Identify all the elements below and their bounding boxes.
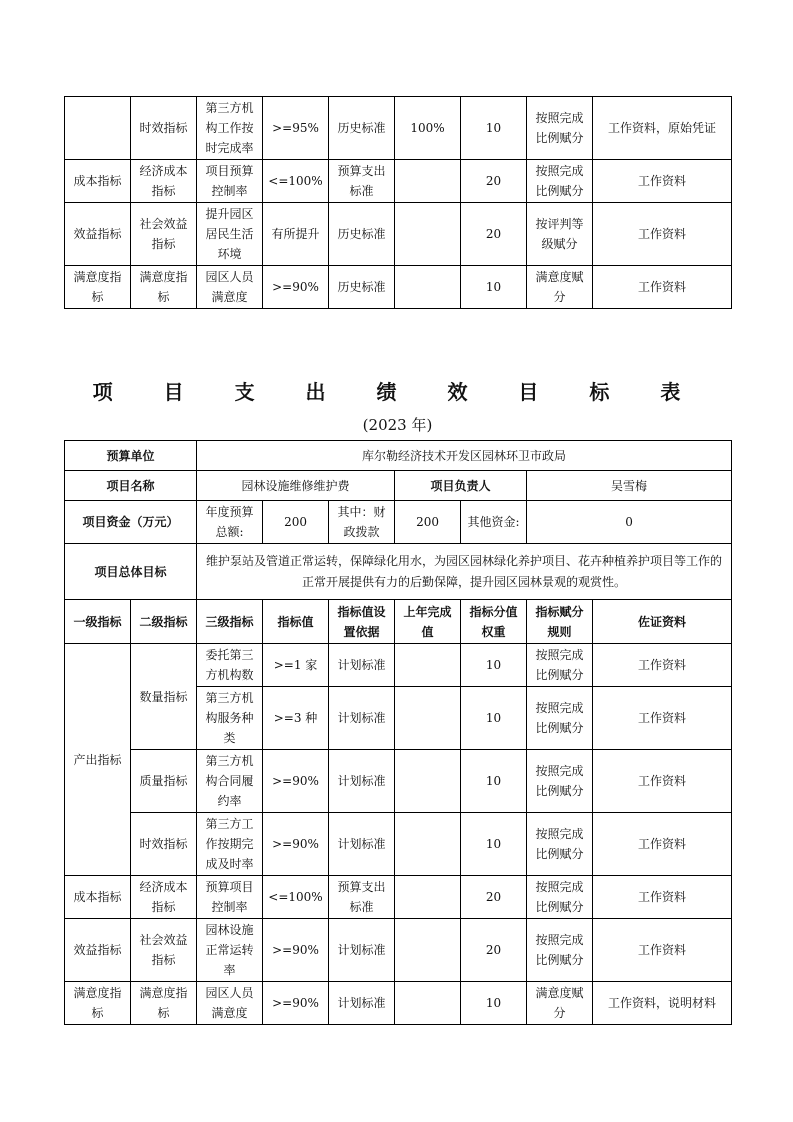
table-header-row: [65, 600, 732, 644]
table-row: [65, 544, 732, 600]
table-cell: >=90%: [263, 750, 329, 813]
project-leader-value: 吴雪梅: [527, 471, 732, 501]
table-cell: 计划标准: [329, 813, 395, 876]
table-cell: 有所提升: [263, 203, 329, 266]
table-cell: 满意度指标: [65, 266, 131, 309]
table-row: [65, 750, 732, 813]
table-cell: 第三方工作按期完成及时率: [197, 813, 263, 876]
table-cell: [395, 813, 461, 876]
table-cell: 按照完成比例赋分: [527, 97, 593, 160]
table-cell: 历史标准: [329, 97, 395, 160]
table-cell: 成本指标: [65, 876, 131, 919]
indicator-table-continued: [64, 96, 732, 309]
table-cell: 10: [461, 750, 527, 813]
overall-goal-label: 项目总体目标: [65, 544, 197, 600]
column-header: 佐证资料: [593, 600, 732, 644]
table-cell: 100%: [395, 97, 461, 160]
column-header: 指标值设置依据: [329, 600, 395, 644]
table-cell: [395, 160, 461, 203]
column-header: 指标值: [263, 600, 329, 644]
level2-quantity-indicator: 数量指标: [131, 644, 197, 750]
table-cell: 效益指标: [65, 919, 131, 982]
table-row: [65, 203, 732, 266]
table-cell: 工作资料: [593, 813, 732, 876]
budget-unit-value: 库尔勒经济技术开发区园林环卫市政局: [197, 441, 732, 471]
column-header: 三级指标: [197, 600, 263, 644]
table-cell: 按照完成比例赋分: [527, 160, 593, 203]
table-cell: 按评判等级赋分: [527, 203, 593, 266]
table-cell: [395, 644, 461, 687]
table-cell: >=90%: [263, 813, 329, 876]
table-row: [65, 441, 732, 471]
table-cell: <=100%: [263, 160, 329, 203]
table-cell: 10: [461, 982, 527, 1025]
table-cell: 按照完成比例赋分: [527, 813, 593, 876]
table-cell: 效益指标: [65, 203, 131, 266]
table-cell: 20: [461, 876, 527, 919]
table-cell: 10: [461, 813, 527, 876]
table-cell: [395, 982, 461, 1025]
table-cell: 20: [461, 203, 527, 266]
fiscal-allocation-label: 其中：财政拨款: [329, 501, 395, 544]
table-row: [65, 813, 732, 876]
table-cell: [395, 266, 461, 309]
table-cell: 预算支出标准: [329, 160, 395, 203]
table-cell: [395, 919, 461, 982]
other-funds-value: 0: [527, 501, 732, 544]
other-funds-label: 其他资金:: [461, 501, 527, 544]
table-cell: <=100%: [263, 876, 329, 919]
column-header: 二级指标: [131, 600, 197, 644]
table-cell: 工作资料: [593, 203, 732, 266]
table-cell: 计划标准: [329, 919, 395, 982]
table-cell: 历史标准: [329, 266, 395, 309]
table-cell: [65, 97, 131, 160]
table-cell: >=90%: [263, 982, 329, 1025]
table-cell: >=95%: [263, 97, 329, 160]
table-cell: 10: [461, 687, 527, 750]
page-title: 项 目 支 出 绩 效 目 标 表: [92, 380, 703, 404]
table-cell: 工作资料，说明材料: [593, 982, 732, 1025]
performance-target-table: [64, 440, 732, 1025]
level2-timeliness-indicator: 时效指标: [131, 813, 197, 876]
level1-output-indicator: 产出指标: [65, 644, 131, 876]
table-cell: 提升园区居民生活环境: [197, 203, 263, 266]
annual-budget-label: 年度预算总额:: [197, 501, 263, 544]
table-cell: 经济成本指标: [131, 160, 197, 203]
table-row: [65, 266, 732, 309]
annual-budget-value: 200: [263, 501, 329, 544]
table-cell: 工作资料: [593, 919, 732, 982]
fiscal-allocation-value: 200: [395, 501, 461, 544]
table-cell: 项目预算控制率: [197, 160, 263, 203]
table-cell: 历史标准: [329, 203, 395, 266]
table-row: [65, 876, 732, 919]
table-cell: 10: [461, 644, 527, 687]
table-cell: 满意度指标: [131, 266, 197, 309]
table-cell: 第三方机构服务种类: [197, 687, 263, 750]
page-subtitle: (2023 年): [362, 416, 433, 434]
table-cell: 20: [461, 160, 527, 203]
table-cell: 园区人员满意度: [197, 982, 263, 1025]
table-cell: >=3 种: [263, 687, 329, 750]
table-cell: 10: [461, 97, 527, 160]
table-cell: 按照完成比例赋分: [527, 750, 593, 813]
table-cell: 第三方机构工作按时完成率: [197, 97, 263, 160]
table-cell: 工作资料: [593, 266, 732, 309]
table-cell: 满意度赋分: [527, 266, 593, 309]
table-cell: 10: [461, 266, 527, 309]
table-cell: 工作资料: [593, 750, 732, 813]
column-header: 一级指标: [65, 600, 131, 644]
column-header: 上年完成值: [395, 600, 461, 644]
column-header: 指标分值权重: [461, 600, 527, 644]
table-cell: 满意度赋分: [527, 982, 593, 1025]
table-cell: 工作资料: [593, 876, 732, 919]
budget-unit-label: 预算单位: [65, 441, 197, 471]
table-cell: 第三方机构合同履约率: [197, 750, 263, 813]
table-cell: >=1 家: [263, 644, 329, 687]
table-cell: 园林设施正常运转率: [197, 919, 263, 982]
table-row: [65, 97, 732, 160]
overall-goal-text: 维护泵站及管道正常运转，保障绿化用水，为园区园林绿化养护项目、花卉种植养护项目等工作的正常开展提供有力的后勤保障，提升园区园林景观的观赏性。: [197, 544, 732, 600]
table-cell: 按照完成比例赋分: [527, 919, 593, 982]
level2-quality-indicator: 质量指标: [131, 750, 197, 813]
project-name-value: 园林设施维修维护费: [197, 471, 395, 501]
table-cell: 计划标准: [329, 687, 395, 750]
table-cell: 工作资料，原始凭证: [593, 97, 732, 160]
table-row: [65, 501, 732, 544]
project-leader-label: 项目负责人: [395, 471, 527, 501]
table-cell: 委托第三方机构数: [197, 644, 263, 687]
table-cell: 社会效益指标: [131, 203, 197, 266]
table-cell: 经济成本指标: [131, 876, 197, 919]
project-funds-label: 项目资金（万元）: [65, 501, 197, 544]
table-cell: [395, 876, 461, 919]
table-cell: [395, 687, 461, 750]
table-cell: 预算支出标准: [329, 876, 395, 919]
table-cell: 按照完成比例赋分: [527, 644, 593, 687]
table-cell: 按照完成比例赋分: [527, 876, 593, 919]
table-cell: 计划标准: [329, 644, 395, 687]
table-cell: 20: [461, 919, 527, 982]
table-cell: 计划标准: [329, 982, 395, 1025]
table-cell: 满意度指标: [131, 982, 197, 1025]
table-cell: 按照完成比例赋分: [527, 687, 593, 750]
table-row: [65, 160, 732, 203]
table-cell: 时效指标: [131, 97, 197, 160]
table-cell: >=90%: [263, 266, 329, 309]
table-cell: 园区人员满意度: [197, 266, 263, 309]
table-cell: 计划标准: [329, 750, 395, 813]
table-cell: 成本指标: [65, 160, 131, 203]
table-cell: 工作资料: [593, 644, 732, 687]
table-cell: >=90%: [263, 919, 329, 982]
table-cell: 社会效益指标: [131, 919, 197, 982]
table-cell: 预算项目控制率: [197, 876, 263, 919]
project-name-label: 项目名称: [65, 471, 197, 501]
table-cell: [395, 750, 461, 813]
table-row: [65, 982, 732, 1025]
table-row: [65, 919, 732, 982]
table-row: [65, 471, 732, 501]
table-cell: 工作资料: [593, 687, 732, 750]
table-cell: 满意度指标: [65, 982, 131, 1025]
table-cell: 工作资料: [593, 160, 732, 203]
column-header: 指标赋分规则: [527, 600, 593, 644]
table-row: [65, 644, 732, 687]
table-cell: [395, 203, 461, 266]
